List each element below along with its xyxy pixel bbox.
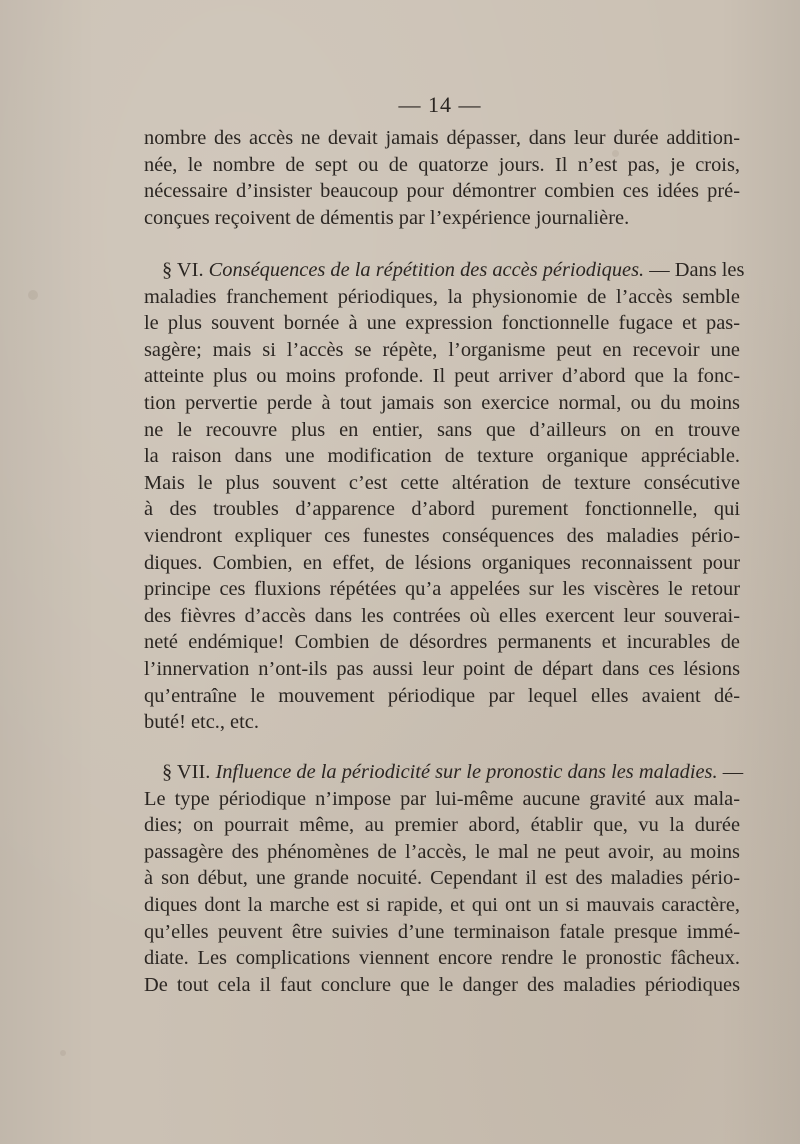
text-line: l’innervation n’ont-ils pas aussi leur point de départ dans ces lésions <box>144 657 740 680</box>
heading-line-rest: — Dans les <box>649 259 745 281</box>
text-line: diques dont la marche est si rapide, et qui ont un si mauvais caractère, <box>144 893 740 916</box>
text-line: viendront expliquer ces funestes conséquences des maladies pério- <box>144 524 740 547</box>
section-heading-line <box>144 257 745 284</box>
text-line: Le type périodique n’impose par lui-même aucune gravité aux mala- <box>144 787 740 810</box>
text-line: diate. Les complications viennent encore rendre le pronostic fâcheux. <box>144 947 740 970</box>
text-line: des fièvres d’accès dans les contrées où elles exercent leur souverai- <box>144 604 740 627</box>
text-line: De tout cela il faut conclure que le danger des maladies périodiques <box>144 973 740 996</box>
section-title: Conséquences de la répétition des accès périodiques. <box>208 259 645 281</box>
text-line: à son début, une grande nocuité. Cependant il est des maladies pério- <box>144 867 740 890</box>
heading-line-rest: — <box>722 761 744 783</box>
section-vii-paragraph <box>144 759 744 998</box>
section-vi-paragraph <box>144 257 745 736</box>
text-line: ne le recouvre plus en entier, sans que d’ailleurs on en trouve <box>144 418 740 441</box>
paper-stain <box>60 1050 66 1056</box>
section-number: § VII. <box>162 761 211 783</box>
text-line: Mais le plus souvent c’est cette altération de texture consécutive <box>144 471 740 494</box>
text-line: nombre des accès ne devait jamais dépasser, dans leur durée addition- <box>144 127 740 149</box>
text-line: atteinte plus ou moins profonde. Il peut arriver d’abord que la fonc- <box>144 365 740 388</box>
text-line: le plus souvent bornée à une expression fonctionnelle fugace et pas- <box>144 312 740 335</box>
text-line: conçues reçoivent de démentis par l’expérience journalière. <box>144 206 630 229</box>
text-line: à des troubles d’apparence d’abord purement fonctionnelle, qui <box>144 498 740 521</box>
section-title: Influence de la périodicité sur le pronostic dans les maladies. <box>215 761 718 783</box>
text-line: neté endémique! Combien de désordres permanents et incurables de <box>144 631 740 654</box>
paper-stain <box>28 290 38 300</box>
text-line: nécessaire d’insister beaucoup pour démontrer combien ces idées pré- <box>144 180 740 203</box>
text-line: dies; on pourrait même, au premier abord, établir que, vu la durée <box>144 814 740 837</box>
section-number: § VI. <box>162 259 204 281</box>
text-line: diques. Combien, en effet, de lésions organiques reconnaissent pour <box>144 551 740 574</box>
text-line: principe ces fluxions répétées qu’a appelées sur les viscères le retour <box>144 578 740 601</box>
text-line: maladies franchement périodiques, la physionomie de l’accès semble <box>144 285 740 308</box>
text-line: tion pervertie perde à tout jamais son exercice normal, ou du moins <box>144 391 740 414</box>
page-number: — 14 — <box>398 92 482 117</box>
text-line: qu’entraîne le mouvement périodique par lequel elles avaient dé- <box>144 684 740 707</box>
text-line: sagère; mais si l’accès se répète, l’organisme peut en recevoir une <box>144 338 740 361</box>
text-line: buté! etc., etc. <box>144 711 259 734</box>
text-line: qu’elles peuvent être suivies d’une terminaison fatale presque immé- <box>144 920 740 943</box>
text-line: passagère des phénomènes de l’accès, le mal ne peut avoir, au moins <box>144 840 740 863</box>
text-line: la raison dans une modification de texture organique appréciable. <box>144 445 740 468</box>
section-heading-line <box>144 759 744 786</box>
text-line: née, le nombre de sept ou de quatorze jours. Il n’est pas, je crois, <box>144 153 740 176</box>
paragraph-continuation <box>144 125 740 231</box>
